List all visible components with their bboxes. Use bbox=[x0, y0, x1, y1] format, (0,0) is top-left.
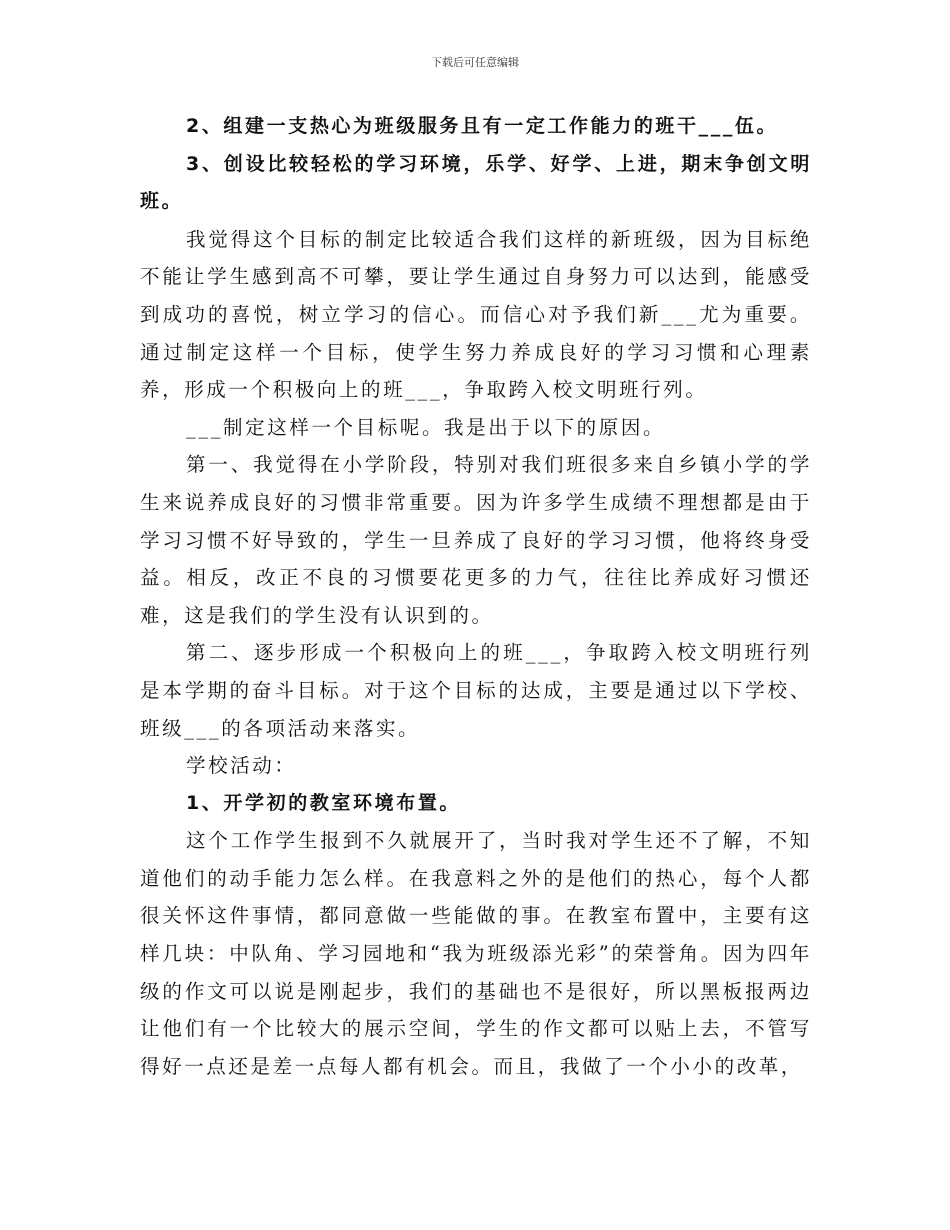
reason-intro-paragraph: 我觉得这个目标的制定比较适合我们这样的新班级，因为目标绝不能让学生感到高不可攀，要让学生通过自身努力可以达到，能感受到成功的喜悦，树立学习的信心。而信心对予我们新___尤为重要。通过制定这样一个目标，使学生努力养成良好的学习习惯和心理素养，形成一个积极向上的班___，争取跨入校文明班行列。 bbox=[140, 227, 812, 402]
goal-2-line: 2、组建一支热心为班级服务且有一定工作能力的班干___伍。 bbox=[186, 115, 779, 137]
page-header: 下载后可任意编辑 bbox=[431, 56, 519, 69]
document-body bbox=[140, 108, 812, 1085]
activity-1-paragraph: 这个工作学生报到不久就展开了，当时我对学生还不了解，不知道他们的动手能力怎么样。在我意料之外的是他们的热心，每个人都很关怀这件事情，都同意做一些能做的事。在教室布置中，主要有这样几块：中队角、学习园地和“我为班级添光彩”的荣誉角。因为四年级的作文可以说是刚起步，我们的基础也不是很好，所以黑板报两边让他们有一个比较大的展示空间，学生的作文都可以贴上去，不管写得好一点还是差一点每人都有机会。而且，我做了一个小小的改革， bbox=[140, 829, 812, 1078]
goal-3-line: 3、创设比较轻松的学习环境，乐学、好学、上进，期末争创文明班。 bbox=[140, 152, 812, 213]
first-reason-paragraph: 第一、我觉得在小学阶段，特别对我们班很多来自乡镇小学的学生来说养成良好的习惯非常重要。因为许多学生成绩不理想都是由于学习习惯不好导致的，学生一旦养成了良好的学习习惯，他将终身受益。相反，改正不良的习惯要花更多的力气，往往比养成好习惯还难，这是我们的学生没有认识到的。 bbox=[140, 453, 812, 627]
activity-1-title: 1、开学初的教室环境布置。 bbox=[186, 791, 462, 814]
school-activities-heading: 学校活动： bbox=[186, 754, 297, 778]
why-paragraph: ___制定这样一个目标呢。我是出于以下的原因。 bbox=[186, 415, 666, 439]
second-reason-paragraph: 第二、逐步形成一个积极向上的班___，争取跨入校文明班行列是本学期的奋斗目标。对于这个目标的达成，主要是通过以下学校、班级___的各项活动来落实。 bbox=[140, 641, 812, 740]
